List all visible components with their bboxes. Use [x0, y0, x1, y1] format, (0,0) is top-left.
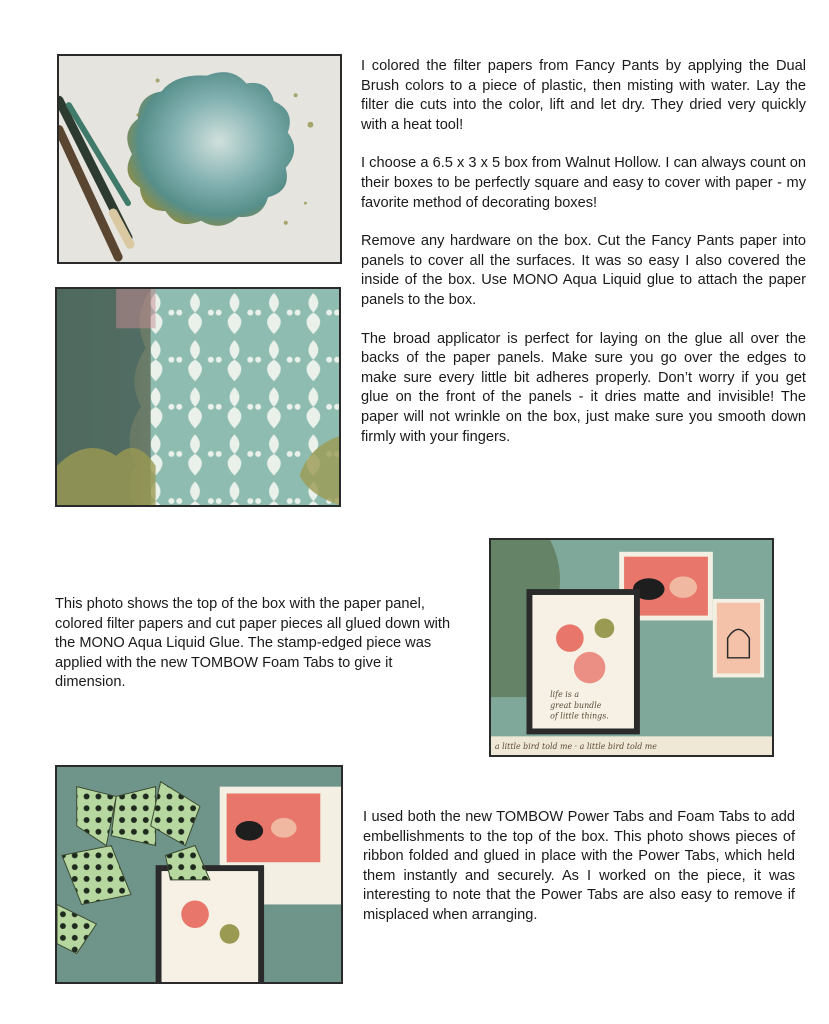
photo-damask-panel: [55, 287, 341, 507]
paragraph-coloring: I colored the filter papers from Fancy Pants by applying the Dual Brush colors to a piece of plastic, then misting with water. Lay the filter die cuts into the color, lift and let dry. They dried very quickly with a heat tool!: [361, 58, 806, 133]
photo-filter-paper: [57, 54, 342, 264]
intro-text-block: [361, 57, 806, 447]
photo-ribbon-embellishments: [55, 765, 343, 984]
stamp-phrase-line-1: life is a: [550, 690, 580, 700]
border-phrase: a little bird told me · a little bird told me: [494, 742, 657, 752]
ribbon-caption: I used both the new TOMBOW Power Tabs and Foam Tabs to add embellishments to the top of the box. This photo shows pieces of ribbon folded and glued in place with the Power Tabs, which held them instantly and securely. As I worked on the piece, it was interesting to note that the Power Tabs are also easy to remove if misplaced when arranging.: [363, 809, 795, 923]
stamp-phrase-line-3: of little things.: [550, 711, 609, 721]
paragraph-box-choice: I choose a 6.5 x 3 x 5 box from Walnut Hollow. I can always count on their boxes to be perfectly square and easy to cover with paper - my favorite method of decorating boxes!: [361, 155, 806, 211]
paragraph-covering: Remove any hardware on the box. Cut the Fancy Pants paper into panels to cover all the surfaces. It was so easy I also covered the inside of the box. Use MONO Aqua Liquid glue to attach the paper panels to the box.: [361, 233, 806, 308]
stamp-phrase-line-2: great bundle: [550, 700, 602, 710]
box-top-caption: This photo shows the top of the box with the paper panel, colored filter papers and cut paper pieces all glued down with the MONO Aqua Liquid Glue. The stamp-edged piece was applied with the new TOMBOW Foam Tabs to give it dimension.: [55, 596, 451, 691]
photo-box-top: [489, 538, 774, 757]
paragraph-glue-applicator: The broad applicator is perfect for laying on the glue all over the backs of the paper panels. Make sure you go over the edges to make sure every little bit adheres properly. Don’t worry if you get glue on the front of the panels - it dries matte and invisible! The paper will not wrinkle on the box, just make sure you smooth down firmly with your fingers.: [361, 330, 806, 445]
